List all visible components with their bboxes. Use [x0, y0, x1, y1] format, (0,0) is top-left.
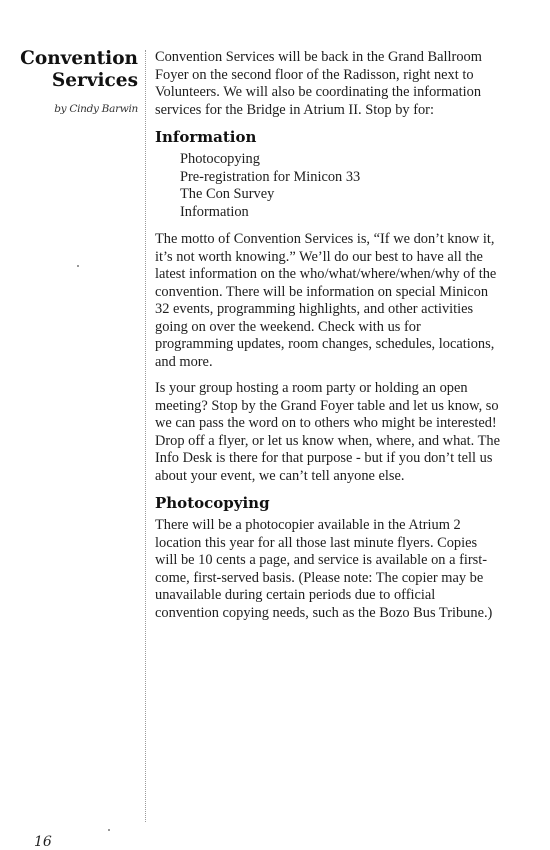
- section-heading-photocopying: Photocopying: [155, 494, 270, 512]
- article-byline: by Cindy Barwin: [54, 103, 138, 115]
- motto-paragraph: The motto of Convention Services is, “If we don’t know it, it’s not worth knowing.” We’ll do our best to have all the latest information on the who/what/where/when/why of the convention. There will be information on special Minicon 32 events, programming highlights, and other activities going on over the weekend. Check with us for programming updates, room changes, schedules, locations, and more.: [155, 231, 497, 370]
- list-item: Information: [180, 203, 249, 220]
- room-party-paragraph: Is your group hosting a room party or holding an open meeting? Stop by the Grand Foyer table and let us know, so we can pass the word on to others who might be interested! Drop off a flyer, or let us know when, where, and what. The Info Desk is there for that purpose - but if you don’t tell us about your event, we can’t tell anyone else.: [155, 380, 500, 484]
- intro-paragraph: Convention Services will be back in the Grand Ballroom Foyer on the second floor of the Radisson, right next to Volunteers. We will also be coordinating the information services for the Bridge in Atrium II. Stop by for:: [155, 49, 482, 118]
- services-list: [155, 151, 500, 221]
- section-heading-information: Information: [155, 128, 257, 146]
- article-title-line-1: Convention: [20, 48, 138, 69]
- list-item: The Con Survey: [180, 186, 275, 202]
- article-title-line-2: Services: [51, 70, 138, 91]
- list-item: Pre-registration for Minicon 33: [180, 168, 361, 185]
- page-number: 16: [34, 834, 52, 850]
- article-body: [155, 49, 500, 631]
- photocopier-paragraph: There will be a photocopier available in the Atrium 2 location this year for all those last minute flyers. Copies will be 10 cents a page, and service is available on a first-come, first-served basis. (Please note: The copier may be unavailable during certain periods due to official convention copying needs, such as the Bozo Bus Tribune.): [155, 517, 493, 621]
- column-divider: [145, 50, 146, 822]
- article-sidebar: [20, 48, 138, 115]
- scan-speck: [108, 829, 110, 831]
- article-title: [20, 48, 138, 92]
- list-item: Photocopying: [180, 151, 260, 167]
- scan-speck: [77, 265, 79, 267]
